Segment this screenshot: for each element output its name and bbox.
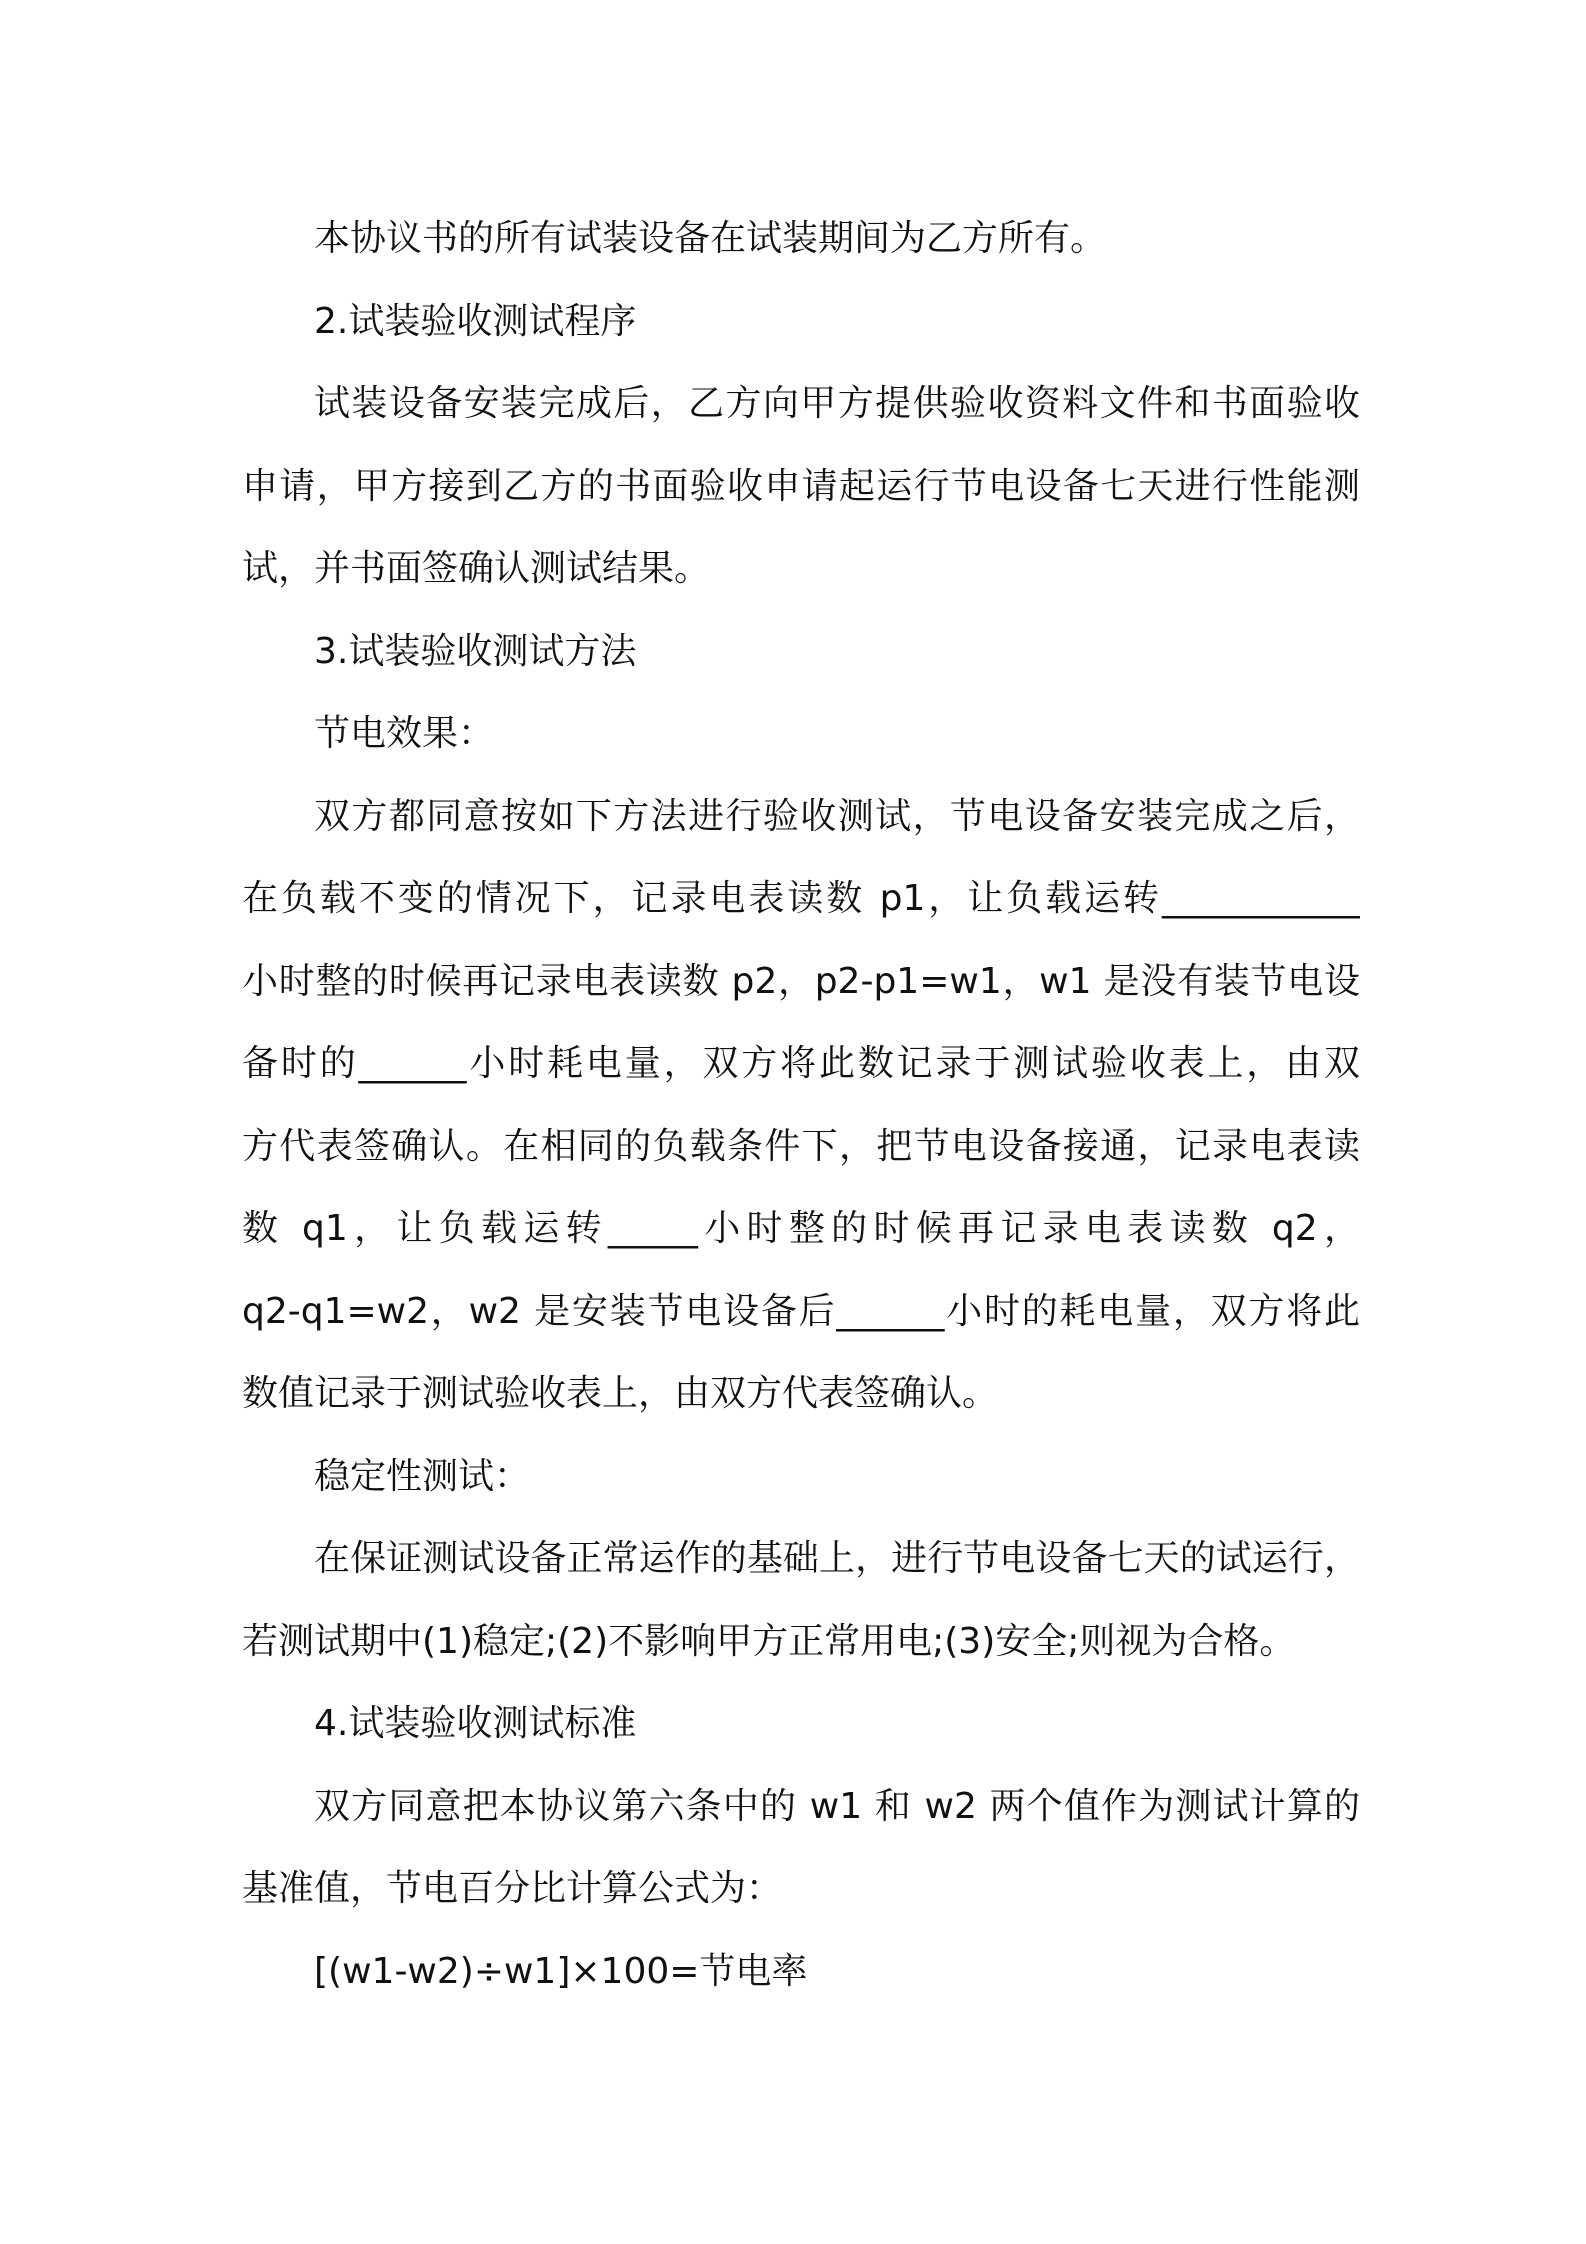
section-heading: 4.试装验收测试标准 xyxy=(314,1703,637,1744)
text-line: 若测试期中(1)稳定;(2)不影响甲方正常用电;(3)安全;则视为合格。 xyxy=(242,1620,1296,1662)
text-line: 方代表签确认。在相同的负载条件下，把节电设备接通，记录电表读 xyxy=(242,1125,1360,1167)
section-heading: 2.试装验收测试程序 xyxy=(314,300,637,342)
text-line: 数值记录于测试验收表上，由双方代表签确认。 xyxy=(242,1373,999,1414)
text-line: 双方都同意按如下方法进行验收测试，节电设备安装完成之后， xyxy=(314,795,1360,837)
text-line: 本协议书的所有试装设备在试装期间为乙方所有。 xyxy=(314,218,1107,259)
text-line: 小时整的时候再记录电表读数 p2，p2-p1=w1，w1 是没有装节电设 xyxy=(242,960,1360,1002)
text-line: 基准值，节电百分比计算公式为： xyxy=(242,1868,783,1909)
text-line: 双方同意把本协议第六条中的 w1 和 w2 两个值作为测试计算的 xyxy=(314,1785,1360,1827)
text-line: 数 q1，让负载运转_____小时整的时候再记录电表读数 q2， xyxy=(242,1208,1360,1249)
text-line: 备时的______小时耗电量，双方将此数记录于测试验收表上，由双 xyxy=(242,1043,1360,1084)
subheading: 节电效果： xyxy=(314,713,495,754)
text-line: 在负载不变的情况下，记录电表读数 p1，让负载运转___________ xyxy=(242,878,1360,919)
text-line: q2-q1=w2，w2 是安装节电设备后______小时的耗电量，双方将此 xyxy=(242,1290,1360,1332)
text-line: 试装设备安装完成后，乙方向甲方提供验收资料文件和书面验收 xyxy=(314,383,1360,424)
document-body xyxy=(242,198,1360,2013)
formula-line: [(w1-w2)÷w1]×100=节电率 xyxy=(314,1950,808,1992)
text-line: 试，并书面签确认测试结果。 xyxy=(242,548,711,589)
section-heading: 3.试装验收测试方法 xyxy=(314,630,637,672)
subheading: 稳定性测试： xyxy=(314,1455,531,1497)
text-line: 申请，甲方接到乙方的书面验收申请起运行节电设备七天进行性能测 xyxy=(242,465,1360,507)
text-line: 在保证测试设备正常运作的基础上，进行节电设备七天的试运行， xyxy=(314,1538,1360,1579)
